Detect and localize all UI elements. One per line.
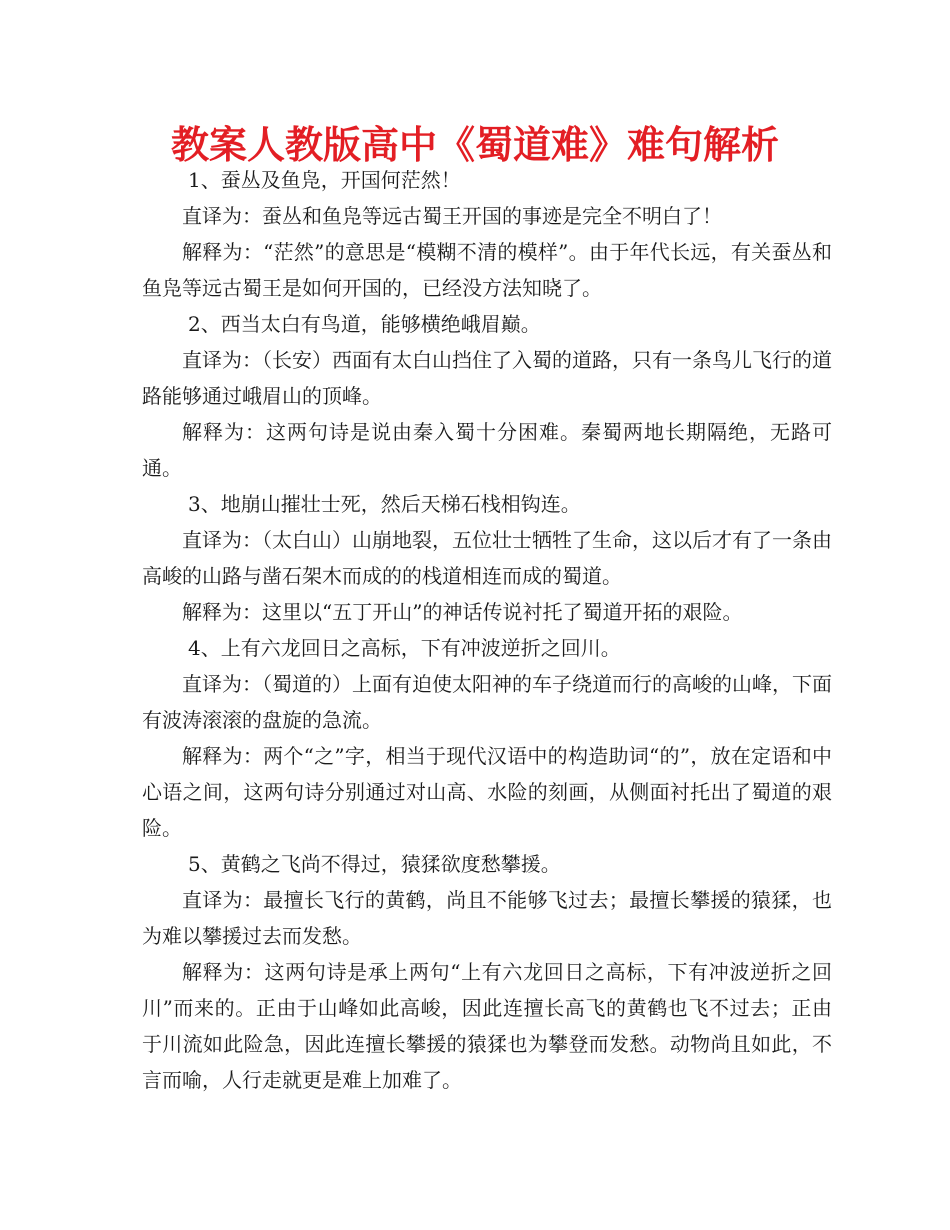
- document-body: [142, 162, 832, 1098]
- explanation-5: 解释为：这两句诗是承上两句“上有六龙回日之高标，下有冲波逆折之回川”而来的。正由于山峰如此高峻，因此连擅长高飞的黄鹤也飞不过去；正由于川流如此险急，因此连擅长攀援的猿猱也为攀登而发愁。动物尚且如此，不言而喻，人行走就更是难上加难了。: [142, 960, 832, 1092]
- explanation-2: 解释为：这两句诗是说由秦入蜀十分困难。秦蜀两地长期隔绝，无路可通。: [142, 420, 832, 480]
- translation-4: 直译为：（蜀道的）上面有迫使太阳神的车子绕道而行的高峻的山峰，下面有波涛滚滚的盘旋的急流。: [142, 672, 832, 732]
- document-title: 教案人教版高中《蜀道难》难句解析: [170, 123, 779, 167]
- translation-2: 直译为：（长安）西面有太白山挡住了入蜀的道路，只有一条鸟儿飞行的道路能够通过峨眉山的顶峰。: [142, 348, 832, 408]
- explanation-4: 解释为：两个“之”字，相当于现代汉语中的构造助词“的”，放在定语和中心语之间，这两句诗分别通过对山高、水险的刻画，从侧面衬托出了蜀道的艰险。: [142, 744, 832, 840]
- item-sentence-5: 5、黄鹤之飞尚不得过，猿猱欲度愁攀援。: [188, 852, 561, 876]
- translation-3: 直译为：（太白山）山崩地裂，五位壮士牺牲了生命，这以后才有了一条由高峻的山路与凿石架木而成的的栈道相连而成的蜀道。: [142, 528, 832, 588]
- explanation-1: 解释为：“茫然”的意思是“模糊不清的模样”。由于年代长远，有关蚕丛和鱼凫等远古蜀王是如何开国的，已经没方法知晓了。: [142, 240, 832, 300]
- item-sentence-2: 2、西当太白有鸟道，能够横绝峨眉巅。: [188, 312, 541, 336]
- item-sentence-4: 4、上有六龙回日之高标，下有冲波逆折之回川。: [188, 636, 621, 660]
- item-sentence-3: 3、地崩山摧壮士死，然后天梯石栈相钩连。: [188, 492, 581, 516]
- translation-1: 直译为：蚕丛和鱼凫等远古蜀王开国的事迹是完全不明白了！: [182, 204, 722, 228]
- translation-5: 直译为：最擅长飞行的黄鹤，尚且不能够飞过去；最擅长攀援的猿猱，也为难以攀援过去而发愁。: [142, 888, 832, 948]
- item-sentence-1: 1、蚕丛及鱼凫，开国何茫然！: [188, 168, 461, 192]
- explanation-3: 解释为：这里以“五丁开山”的神话传说衬托了蜀道开拓的艰险。: [182, 600, 743, 624]
